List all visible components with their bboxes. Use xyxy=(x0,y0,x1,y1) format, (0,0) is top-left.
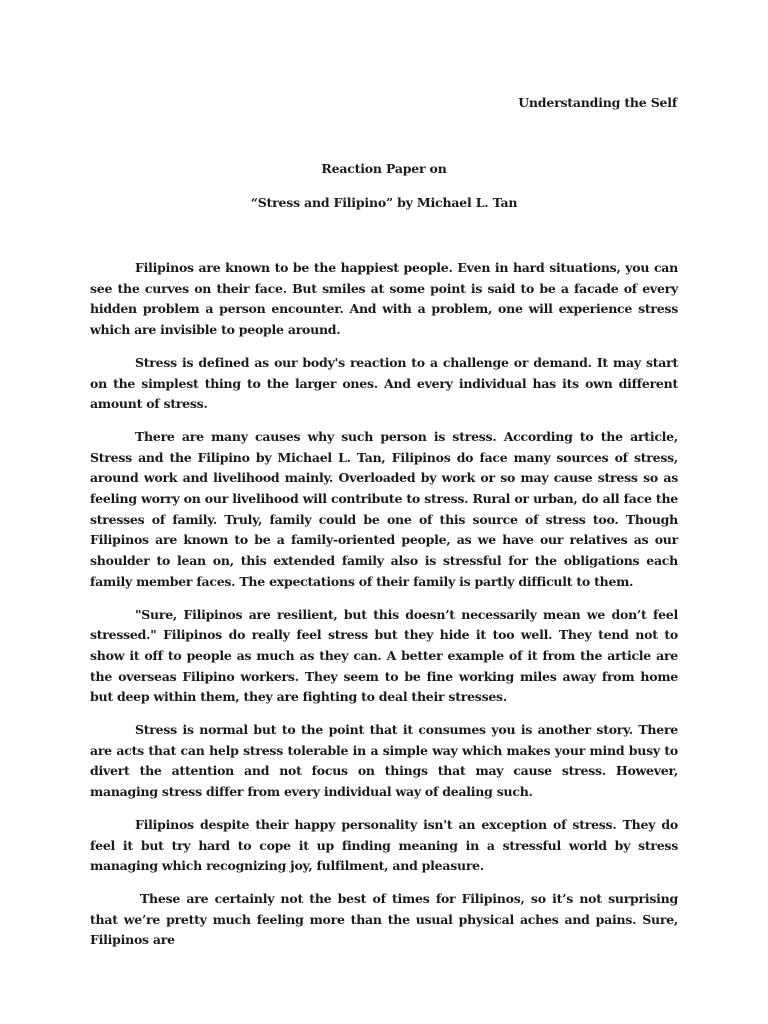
paragraph: Stress is normal but to the point that it consumes you is another story. There are acts that can help stress tolerable in a simple way which makes your mind busy to divert the attention and not focus on things that may cause stress. However, managing stress differ from every individual way of dealing such. xyxy=(90,722,678,800)
paper-title-line1: Reaction Paper on xyxy=(321,161,447,176)
paper-title-line2: “Stress and Filipino” by Michael L. Tan xyxy=(250,195,518,210)
paragraph: "Sure, Filipinos are resilient, but this doesn’t necessarily mean we don’t feel stressed." Filipinos do really feel stress but they hide it too well. They tend not to show it off to people as much as they can. A better example of it from the article are the overseas Filipino workers. They seem to be fine working miles away from home but deep within them, they are fighting to deal their stresses. xyxy=(90,606,678,705)
paragraph: These are certainly not the best of times for Filipinos, so it’s not surprising that we’re pretty much feeling more than the usual physical aches and pains. Sure, Filipinos are xyxy=(90,890,678,948)
paragraph: Filipinos despite their happy personality isn't an exception of stress. They do feel it but try hard to cope it up finding meaning in a stressful world by stress managing which recognizing joy, fulfilment, and pleasure. xyxy=(90,816,678,874)
document-body xyxy=(90,258,678,963)
paragraph: Filipinos are known to be the happiest people. Even in hard situations, you can see the curves on their face. But smiles at some point is said to be a facade of every hidden problem a person encounter. And with a problem, one will experience stress which are invisible to people around. xyxy=(90,260,678,338)
course-header: Understanding the Self xyxy=(518,95,677,110)
paragraph: There are many causes why such person is stress. According to the article, Stress and the Filipino by Michael L. Tan, Filipinos do face many sources of stress, around work and livelihood mainly. Overloaded by work or so may cause stress so as feeling worry on our livelihood will contribute to stress. Rural or urban, do all face the stresses of family. Truly, family could be one of this source of stress too. Though Filipinos are known to be a family-oriented people, as we have our relatives as our shoulder to lean on, this extended family also is stressful for the obligations each family member faces. The expectations of their family is partly difficult to them. xyxy=(90,428,678,589)
paragraph: Stress is defined as our body's reaction to a challenge or demand. It may start on the simplest thing to the larger ones. And every individual has its own different amount of stress. xyxy=(90,354,678,412)
